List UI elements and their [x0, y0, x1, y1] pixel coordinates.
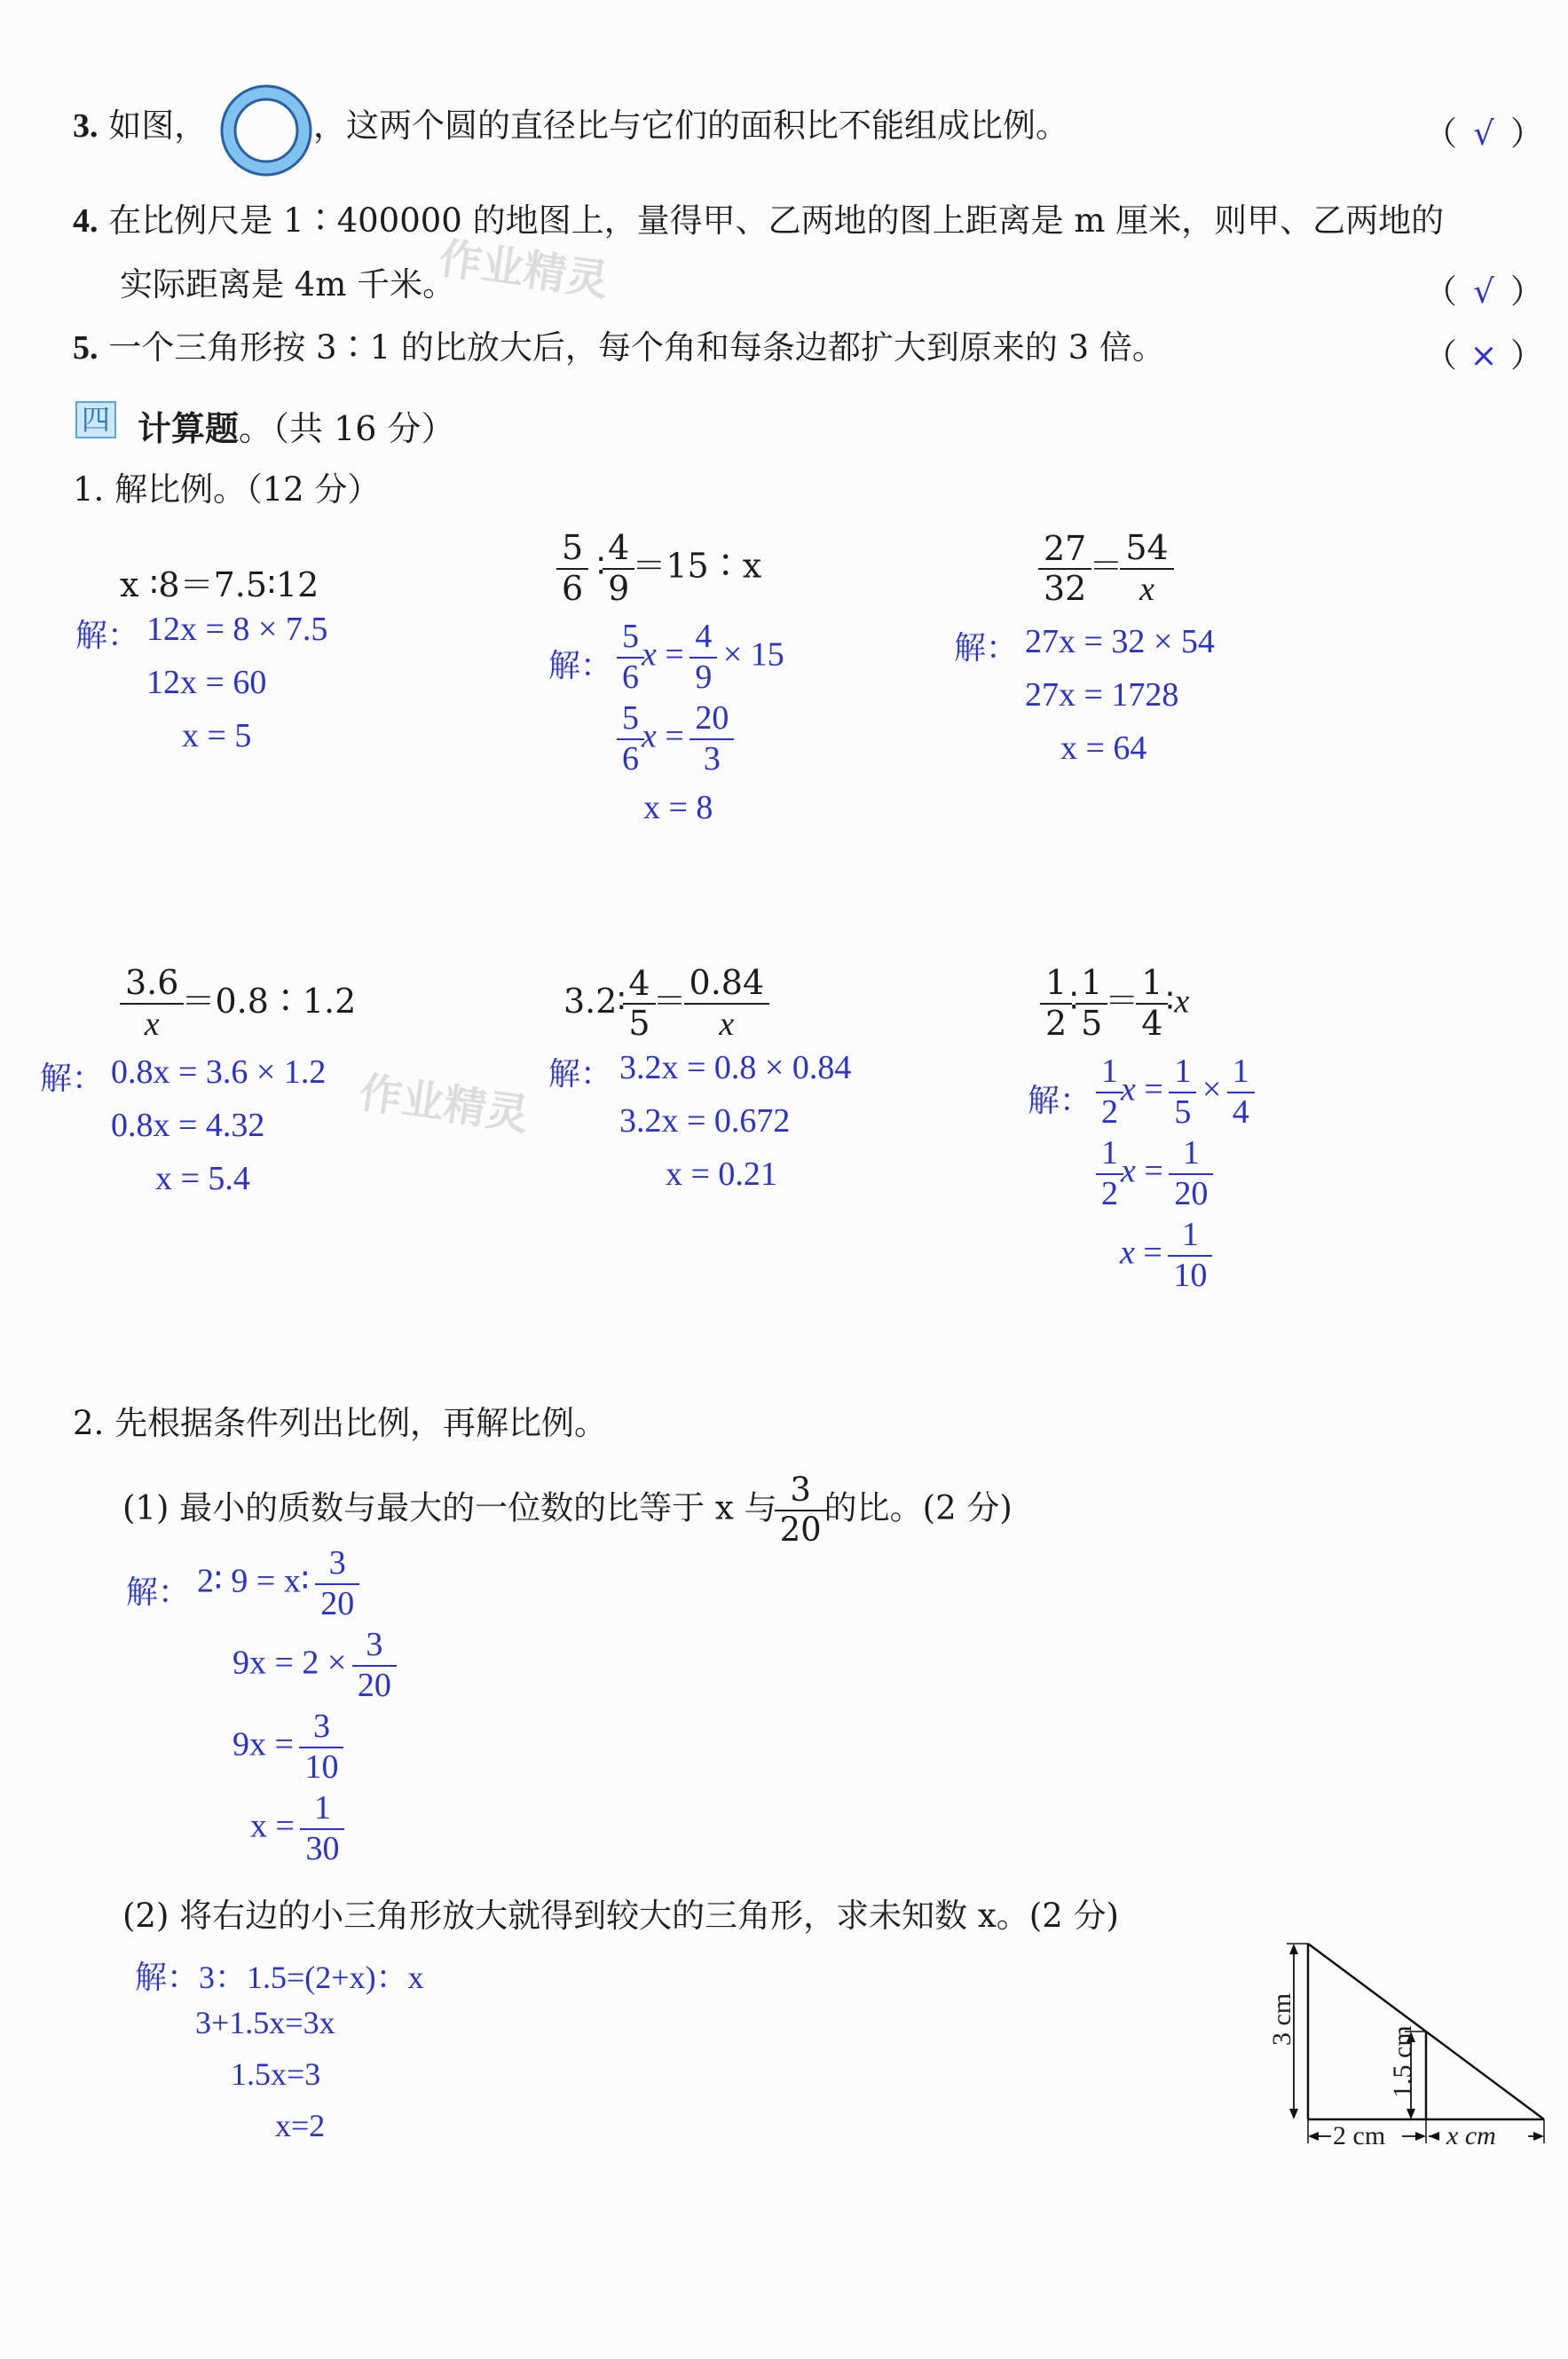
q-number: 4.: [73, 202, 98, 240]
p3-step1: 27x = 32 × 54: [1025, 623, 1215, 660]
sub1-step2: 9x = 2 × $\frac{3}{20}$: [232, 1628, 394, 1704]
p1-problem: x ∶8＝7.5∶12: [120, 565, 319, 604]
p6-jie: 解：: [1028, 1083, 1092, 1119]
p1-jie: 解：: [75, 618, 140, 654]
judge-q4: [73, 201, 1445, 240]
p5-step2: 3.2x = 0.672: [619, 1102, 791, 1140]
sub1-title: (1) 最小的质数与最大的一位数的比等于 x 与 $\frac{3}{20}$ 的比。(2 分): [122, 1471, 1013, 1549]
section-badge: 四: [75, 401, 116, 438]
q-text: 如图，: [108, 107, 208, 145]
label-3cm: 3 cm: [1267, 1992, 1296, 2046]
part1-title: 1. 解比例。（12 分）: [73, 470, 381, 509]
p1-step3: x = 5: [182, 717, 252, 754]
q3-text-after: ，这两个圆的直径比与它们的面积比不能组成比例。: [313, 107, 1068, 145]
q4-line2: 实际距离是 4m 千米。: [120, 265, 456, 304]
p2-step2: $\frac{5}{6}$ x = $\frac{20}{3}$: [619, 701, 731, 777]
p2-step3: x = 8: [643, 789, 713, 826]
p4-step2: 0.8x = 4.32: [111, 1107, 265, 1144]
label-2cm: 2 cm: [1333, 2121, 1386, 2150]
q-number: 3.: [73, 107, 98, 145]
p6-problem: $\frac{1}{2}$ ∶ $\frac{1}{5}$ ＝ $\frac{1}{4}$ ∶x: [1043, 966, 1189, 1042]
p3-step3: x = 64: [1060, 730, 1147, 767]
watermark: 作业精灵: [356, 1067, 532, 1141]
p2-step1: $\frac{5}{6}$ x = $\frac{4}{9}$ × 15: [619, 619, 784, 696]
label-1-5cm: 1.5 cm: [1388, 2025, 1417, 2098]
judge-q3: [73, 109, 207, 143]
p5-problem: 3.2∶ $\frac{4}{5}$ ＝ $\frac{0.84}{x}$: [563, 966, 767, 1043]
p4-jie: 解：: [40, 1061, 105, 1097]
sub1-step3: 9x = $\frac{3}{10}$: [232, 1709, 341, 1786]
q5-answer-mark: （ × ）: [1424, 336, 1543, 375]
label-xcm: x cm: [1446, 2121, 1496, 2150]
p2-problem: $\frac{5}{6}$ ∶ $\frac{4}{9}$ ＝15∶x: [559, 531, 761, 607]
p4-problem: $\frac{3.6}{x}$ ＝0.8∶1.2: [122, 966, 356, 1043]
sub2-title: (2) 将右边的小三角形放大就得到较大的三角形，求未知数 x。(2 分): [122, 1897, 1119, 1935]
p2-jie: 解：: [548, 648, 613, 684]
q-text: 一个三角形按 3∶1 的比放大后，每个角和每条边都扩大到原来的 3 倍。: [108, 328, 1165, 367]
sub2-step2: 3+1.5x=3x: [195, 2005, 335, 2040]
sub1-step4: x = $\frac{1}{30}$: [250, 1791, 342, 1867]
part2-title: 2. 先根据条件列出比例，再解比例。: [73, 1404, 608, 1442]
p5-step1: 3.2x = 0.8 × 0.84: [619, 1049, 852, 1086]
p6-step2: $\frac{1}{2}$ x = $\frac{1}{20}$: [1099, 1136, 1210, 1212]
p3-jie: 解：: [954, 630, 1019, 667]
sub2-step3: 1.5x=3: [231, 2056, 321, 2092]
q-text: 在比例尺是 1∶400000 的地图上，量得甲、乙两地的图上距离是 m 厘米，则甲、乙两地的: [108, 201, 1445, 240]
p4-step3: x = 5.4: [155, 1160, 250, 1197]
sub1-jie: 解：: [126, 1574, 191, 1611]
judge-q5: [73, 328, 1165, 367]
p4-step1: 0.8x = 3.6 × 1.2: [111, 1053, 327, 1091]
p1-step1: 12x = 8 × 7.5: [146, 611, 328, 648]
p1-step2: 12x = 60: [146, 664, 267, 701]
sub2-step4: x=2: [275, 2108, 326, 2143]
p5-step3: x = 0.21: [666, 1156, 777, 1193]
p5-jie: 解：: [548, 1056, 613, 1093]
sub1-step1: 2∶ 9 = x∶ $\frac{3}{20}$: [197, 1546, 357, 1622]
p6-step3: x = $\frac{1}{10}$: [1120, 1218, 1209, 1294]
q3-answer-mark: （ √ ）: [1424, 114, 1543, 153]
p6-step1: $\frac{1}{2}$ x = $\frac{1}{5}$ × $\frac{1}{4}$: [1099, 1054, 1252, 1131]
ring-figure: [216, 80, 318, 182]
p3-step2: 27x = 1728: [1025, 676, 1179, 714]
sub2-step1: 解：3：1.5=(2+x)：x: [135, 1960, 424, 1995]
watermark: 作业精灵: [436, 233, 612, 307]
section-title: 计算题。（共 16 分）: [138, 409, 455, 448]
p3-problem: $\frac{27}{32}$ ＝ $\frac{54}{x}$: [1041, 531, 1171, 608]
q4-answer-mark: （ √ ）: [1424, 272, 1543, 311]
q-number: 5.: [73, 329, 98, 367]
